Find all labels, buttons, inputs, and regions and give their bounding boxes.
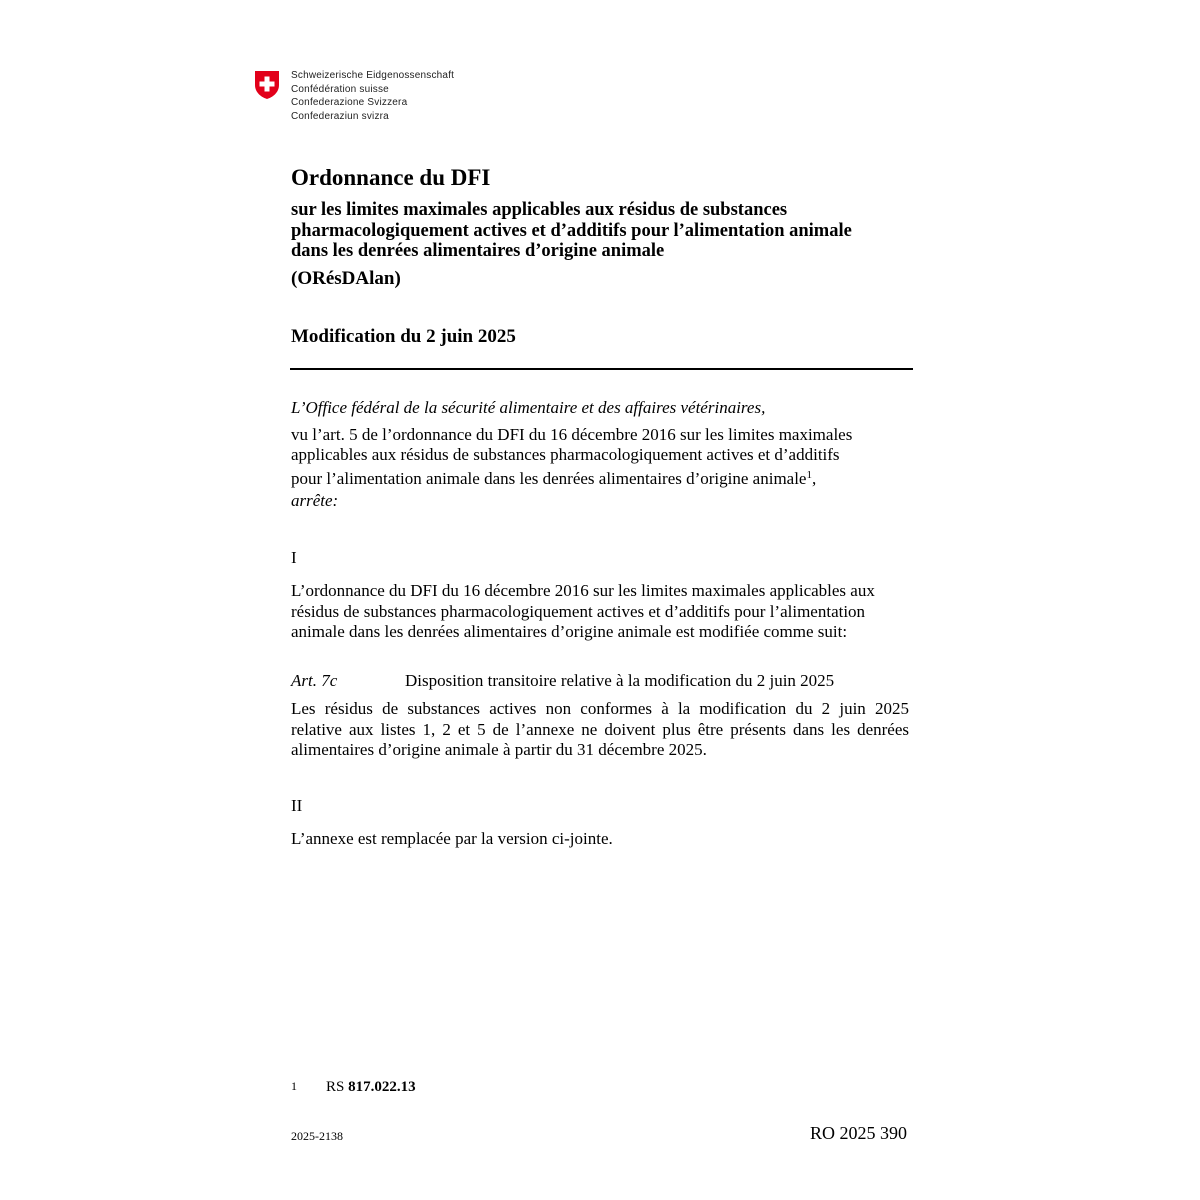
article-text [291,699,909,761]
footnote-text [326,1079,416,1096]
legal-basis-line: vu l’art. 5 de l’ordonnance du DFI du 16 décembre 2016 sur les limites maximales [291,425,853,444]
confederation-name-de: Schweizerische Eidgenossenschaft [291,70,455,81]
subtitle-line: sur les limites maximales applicables aux résidus de substances [291,200,788,220]
footnote-reference-link[interactable]: 1 [806,469,812,481]
article-text-line: alimentaires d’origine animale à partir du 31 décembre 2025. [291,740,707,759]
article-title: Disposition transitoire relative à la modification du 2 juin 2025 [405,671,835,690]
article-text-line: relative aux listes 1, 2 et 5 de l’annexe ne doivent plus être présents dans les denrées [291,719,909,739]
legal-basis-punctuation: , [811,469,817,488]
legal-basis-line-text: pour l’alimentation animale dans les denrées alimentaires d’origine animale [291,469,807,488]
section-1-text [291,581,911,643]
document-subtitle [291,200,931,262]
decree-formula: arrête: [291,491,339,510]
article-number: Art. 7c [291,671,338,690]
document-id: 2025-2138 [291,1129,343,1143]
footnote-rs-number: 817.022.13 [348,1079,416,1095]
subtitle-line: dans les denrées alimentaires d’origine animale [291,241,665,261]
section-2-text: L’annexe est remplacée par la version ci-jointe. [291,829,613,848]
swiss-shield-icon [254,70,280,100]
title-divider [290,368,913,370]
section-number-1: I [291,548,297,567]
subtitle-line: pharmacologiquement actives et d’additifs pour l’alimentation animale [291,220,852,241]
footnote-prefix: RS [326,1079,345,1095]
legal-basis-line [291,465,911,489]
swiss-coat-of-arms-logo [254,70,280,100]
issuing-authority: L’Office fédéral de la sécurité alimentaire et des affaires vétérinaires, [291,398,766,417]
confederation-name-block [291,69,454,123]
document-abbreviation: (ORésDAlan) [291,268,401,289]
section-number-2: II [291,796,303,815]
official-compilation-reference: RO 2025 390 [810,1123,908,1143]
section-1-line: animale dans les denrées alimentaires d’origine animale est modifiée comme suit: [291,622,848,641]
modification-date-heading: Modification du 2 juin 2025 [291,326,516,347]
legal-basis-line: applicables aux résidus de substances pharmacologiquement actives et d’additifs [291,445,840,464]
confederation-name-it: Confederazione Svizzera [291,97,408,109]
document-title: Ordonnance du DFI [291,165,491,190]
legal-basis [291,425,911,489]
section-1-line: L’ordonnance du DFI du 16 décembre 2016 sur les limites maximales applicables aux [291,581,875,600]
footnote-number: 1 [291,1079,297,1093]
confederation-name-fr: Confédération suisse [291,83,389,95]
article-text-line: Les résidus de substances actives non conformes à la modification du 2 juin 2025 [291,699,909,718]
section-1-line: résidus de substances pharmacologiquement actives et d’additifs pour l’alimentation [291,601,866,621]
confederation-name-rm: Confederaziun svizra [291,110,389,122]
